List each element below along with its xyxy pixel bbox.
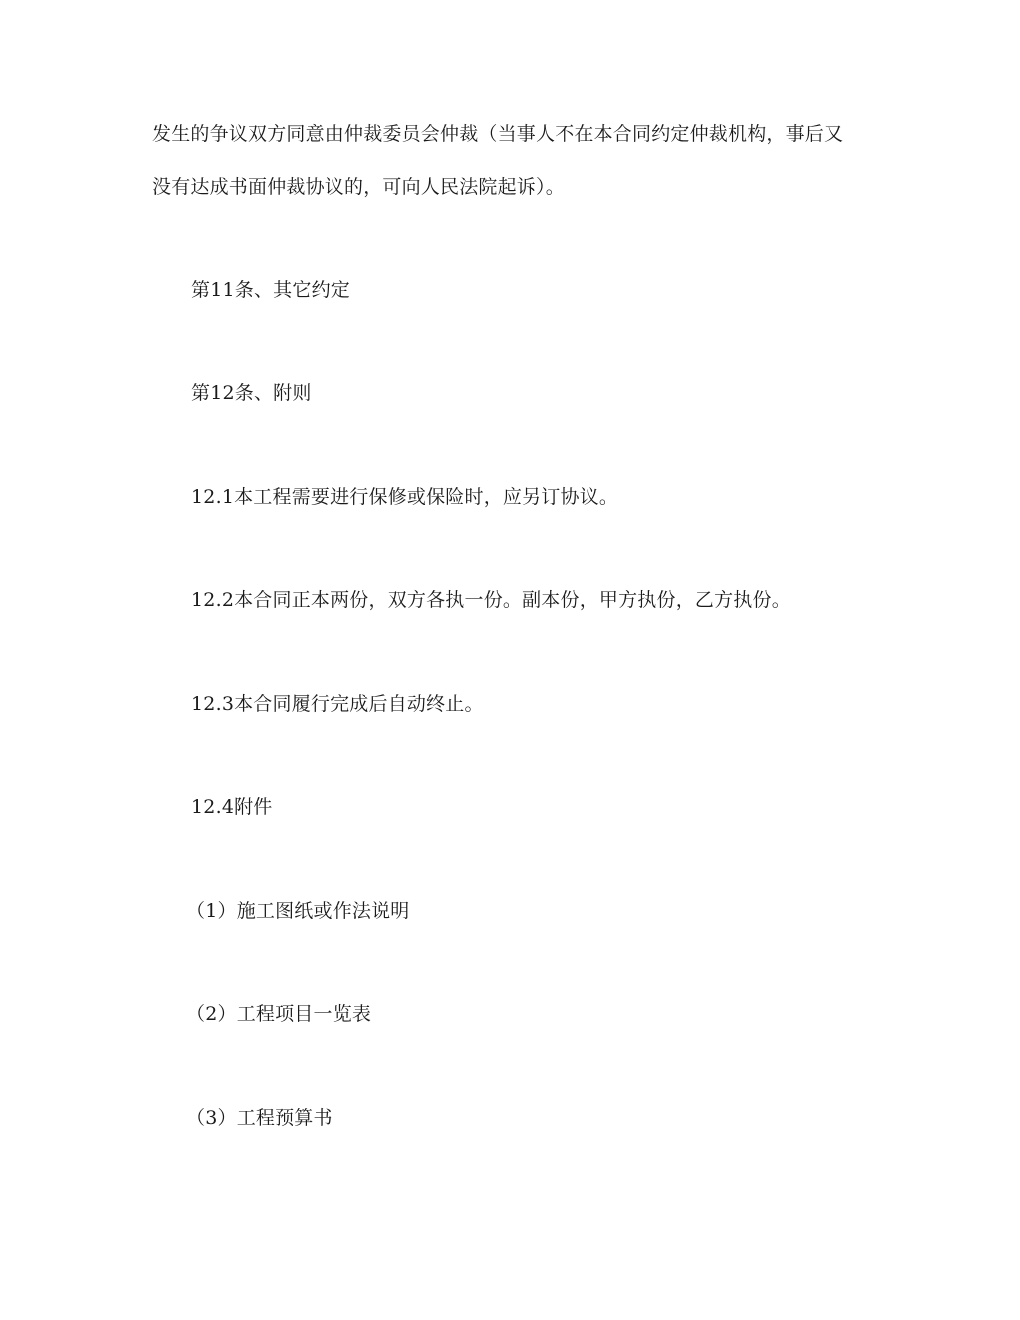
clause-12-2: 12.2本合同正本两份，双方各执一份。副本份，甲方执份，乙方执份。 <box>191 589 791 611</box>
article-11-heading: 第11条、其它约定 <box>191 279 350 301</box>
clause-12-4: 12.4附件 <box>191 796 273 818</box>
attachment-item: （1）施工图纸或作法说明 <box>186 900 410 922</box>
attachment-item: （2）工程项目一览表 <box>186 1003 372 1025</box>
attachment-item: （3）工程预算书 <box>186 1107 333 1129</box>
article-12-heading: 第12条、附则 <box>191 382 312 404</box>
clause-12-3: 12.3本合同履行完成后自动终止。 <box>191 693 484 715</box>
paragraph-line-2: 没有达成书面仲裁协议的，可向人民法院起诉）。 <box>152 176 565 198</box>
clause-12-1: 12.1本工程需要进行保修或保险时，应另订协议。 <box>191 486 619 508</box>
paragraph-line-1: 发生的争议双方同意由仲裁委员会仲裁（当事人不在本合同约定仲裁机构，事后又 <box>152 123 844 145</box>
